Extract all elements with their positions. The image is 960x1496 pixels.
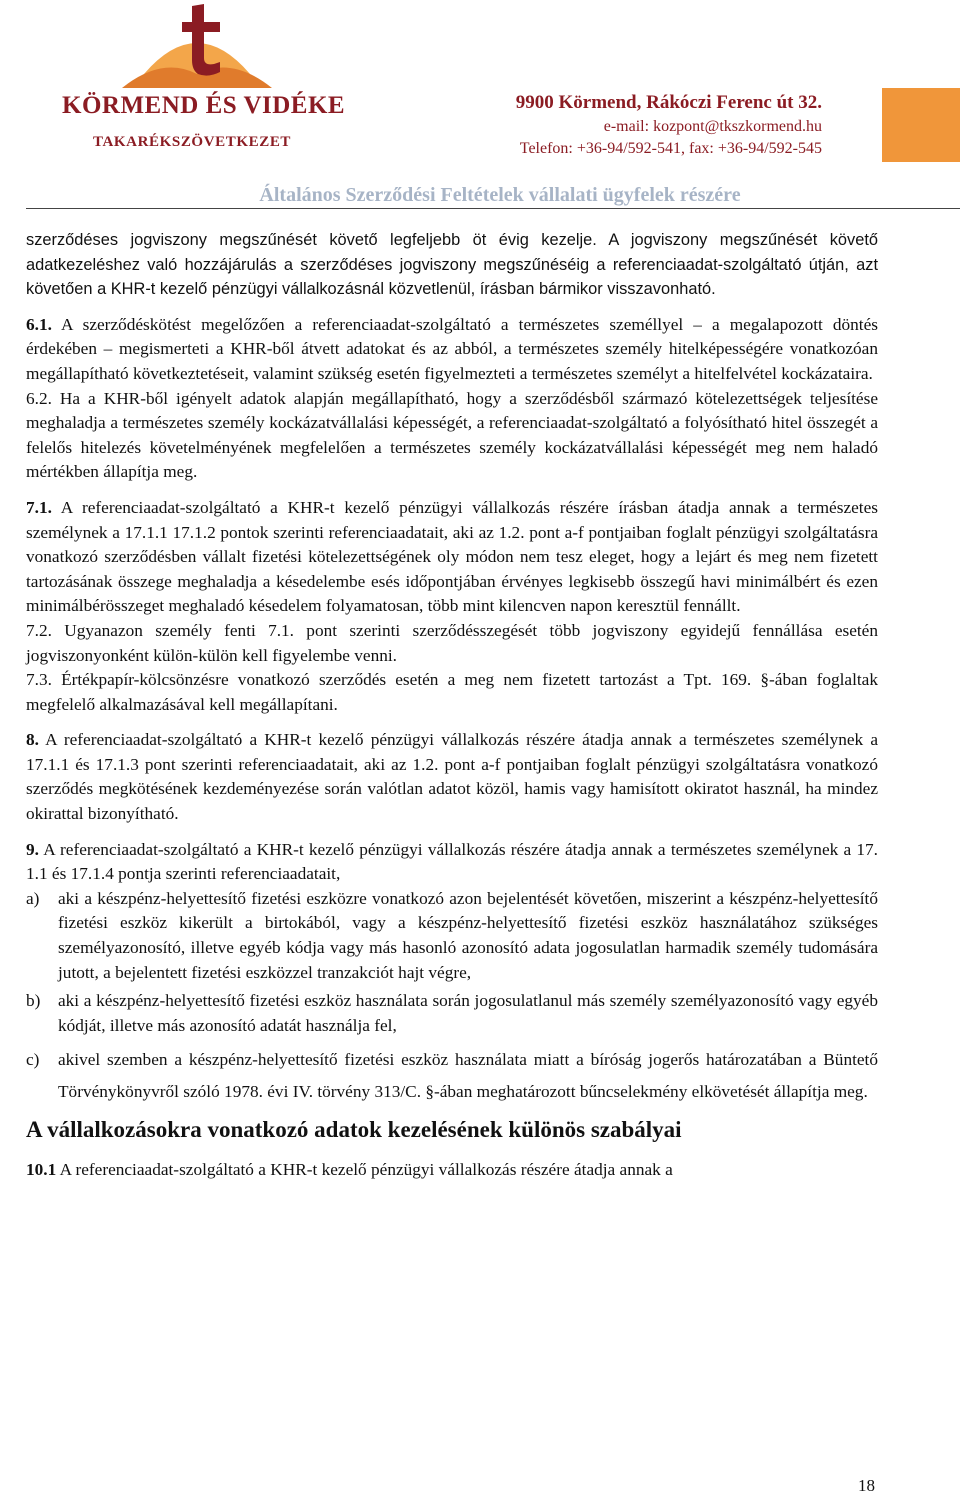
header-divider xyxy=(26,208,960,209)
list-item xyxy=(26,887,878,985)
email: e-mail: kozpont@tkszkormend.hu xyxy=(603,118,822,135)
list-marker: a) xyxy=(26,888,40,908)
bank-subtitle: TAKARÉKSZÖVETKEZET xyxy=(92,134,292,150)
corner-accent xyxy=(882,88,960,162)
list-marker: b) xyxy=(26,991,41,1011)
paragraph-text: A szerződéskötést megelőzően a referenciaadat-szolgáltató a természetes személlyel – a megalapozott döntés érdekében – megismerteti a KHR-ből átvett adatokat és az abból, a természetes személy hitelképességére vonatkozóan megállapítható következtetéseit, valamint szükség esetén figyelmezteti a természetes személyt a hitelfelvétel kockázataira. xyxy=(26,314,878,383)
paragraph-text: A referenciaadat-szolgáltató a KHR-t kezelő pénzügyi vállalkozás részére átadja annak a természetes személynek a 17. 1.1 és 17.1.4 pontja szerinti referenciaadatait, xyxy=(26,839,878,884)
paragraph-intro: szerződéses jogviszony megszűnését követő legfeljebb öt évig kezelje. A jogviszony megszűnését követő adatkezeléshez való hozzájárulás a szerződéses jogviszony megszűnéséig a referenciaadat-szolgáltató útján, azt követően a KHR-t kezelő pénzügyi vállalkozásnál közvetlenül, írásban bármikor visszavonható. xyxy=(26,231,878,299)
list-item-text: akivel szemben a készpénz-helyettesítő fizetési eszköz használata miatt a bíróság jogerős határozatában a Büntető Törvénykönyvről szóló 1978. évi IV. törvény 313/C. §-ában meghatározott bűncselekmény elkövetését állapítja meg. xyxy=(58,1050,878,1102)
paragraph-6-1 xyxy=(26,313,878,387)
list-marker: c) xyxy=(26,1050,40,1070)
bank-logo xyxy=(62,4,346,156)
document-title: Általános Szerződési Feltételek vállalati ügyfelek részére xyxy=(259,184,741,206)
section-number: 6.1. xyxy=(26,314,52,334)
paragraph-text: A referenciaadat-szolgáltató a KHR-t kezelő pénzügyi vállalkozás részére írásban átadja annak a természetes személynek a 17.1.1 17.1.2 pontok szerinti referenciaadatait, aki az 1.2. pont a-f pontjaiban foglalt pénzügyi szolgáltatásra vonatkozó szerződésben vállalt fizetési kötelezettségének oly módon nem tesz eleget, hogy a lejárt és meg nem fizetett tartozásának összege meghaladja a késedelembe esés időpontjában érvényes legkisebb összegű havi minimálbért és ezen minimálbérösszeget meghaladó késedelem folyamatosan, több mint kilencven napon keresztül fennállt. xyxy=(26,497,878,616)
paragraph-9 xyxy=(26,838,878,887)
section-heading: A vállalkozásokra vonatkozó adatok kezelésének különös szabályai xyxy=(26,1117,682,1143)
paragraph-text: A referenciaadat-szolgáltató a KHR-t kezelő pénzügyi vállalkozás részére átadja annak a természetes személynek a 17.1.1 és 17.1.3 pont szerinti referenciaadatait, aki az 1.2. pont a-f pontjaiban foglalt pénzügyi szolgáltatásra vonatkozó szerződés megkötésének kezdeményezése során valótlan adatot közöl, hamis vagy hamisított okiratot használ, ha mindez okirattal bizonyítható. xyxy=(26,730,878,824)
contact-block xyxy=(516,92,822,158)
paragraph-6-2: 6.2. Ha a KHR-ből igényelt adatok alapján megállapítható, hogy a szerződésből származó kötelezettségek teljesítése meghaladja a természetes személy kockázatvállalási képességét, a referenciaadat-szolgáltató a folyósítható hitel összegét a felelős hitelezés követelményének megfelelően a természetes személy kockázatvállalási képességét meg nem haladó mértékben állapítja meg. xyxy=(26,388,878,482)
list-item xyxy=(26,1044,878,1108)
bank-name: KÖRMEND ÉS VIDÉKE xyxy=(62,92,346,119)
page-number: 18 xyxy=(858,1476,875,1495)
list-item-text: aki a készpénz-helyettesítő fizetési eszközre vonatkozó azon bejelentését követően, miszerint a készpénz-helyettesítő fizetési eszköz kikerült a birtokából, vagy a készpénz-helyettesítő fizetési eszköz használatához szükséges személyazonosító, illetve egyéb kódja vagy más hasonló azonosító adata jogosulatlan harmadik személy tudomására jutott, a bejelentett fizetési eszközzel tranzakciót hajt végre, xyxy=(58,888,878,982)
list-item xyxy=(26,989,878,1038)
paragraph-text: A referenciaadat-szolgáltató a KHR-t kezelő pénzügyi vállalkozás részére átadja annak a xyxy=(59,1160,673,1180)
section-number: 8. xyxy=(26,730,39,750)
document-body xyxy=(26,228,878,1183)
list-item-text: aki a készpénz-helyettesítő fizetési eszköz használata során jogosulatlanul más személy személyazonosító vagy egyéb kódját, illetve más azonosító adatát használja fel, xyxy=(58,991,878,1035)
paragraph-7-2: 7.2. Ugyanazon személy fenti 7.1. pont szerinti szerződésszegését több jogviszony egyidejű fennállása esetén jogviszonyonként külön-külön kell figyelembe venni. xyxy=(26,620,878,665)
item-list xyxy=(26,887,878,1109)
logo-emblem xyxy=(122,4,272,88)
section-number: 9. xyxy=(26,839,39,859)
phone: Telefon: +36-94/592-541, fax: +36-94/592-545 xyxy=(519,140,822,157)
paragraph-7-1 xyxy=(26,496,878,619)
section-number: 7.1. xyxy=(26,497,52,517)
paragraph-10-1 xyxy=(26,1158,878,1183)
section-number: 10.1 xyxy=(26,1160,57,1180)
paragraph-7-3: 7.3. Értékpapír-kölcsönzésre vonatkozó szerződés esetén a meg nem fizetett tartozást a Tpt. 169. §-ában foglaltak megfelelő alkalmazásával kell megállapítani. xyxy=(26,670,878,714)
paragraph-8 xyxy=(26,728,878,826)
address: 9900 Körmend, Rákóczi Ferenc út 32. xyxy=(515,92,822,113)
